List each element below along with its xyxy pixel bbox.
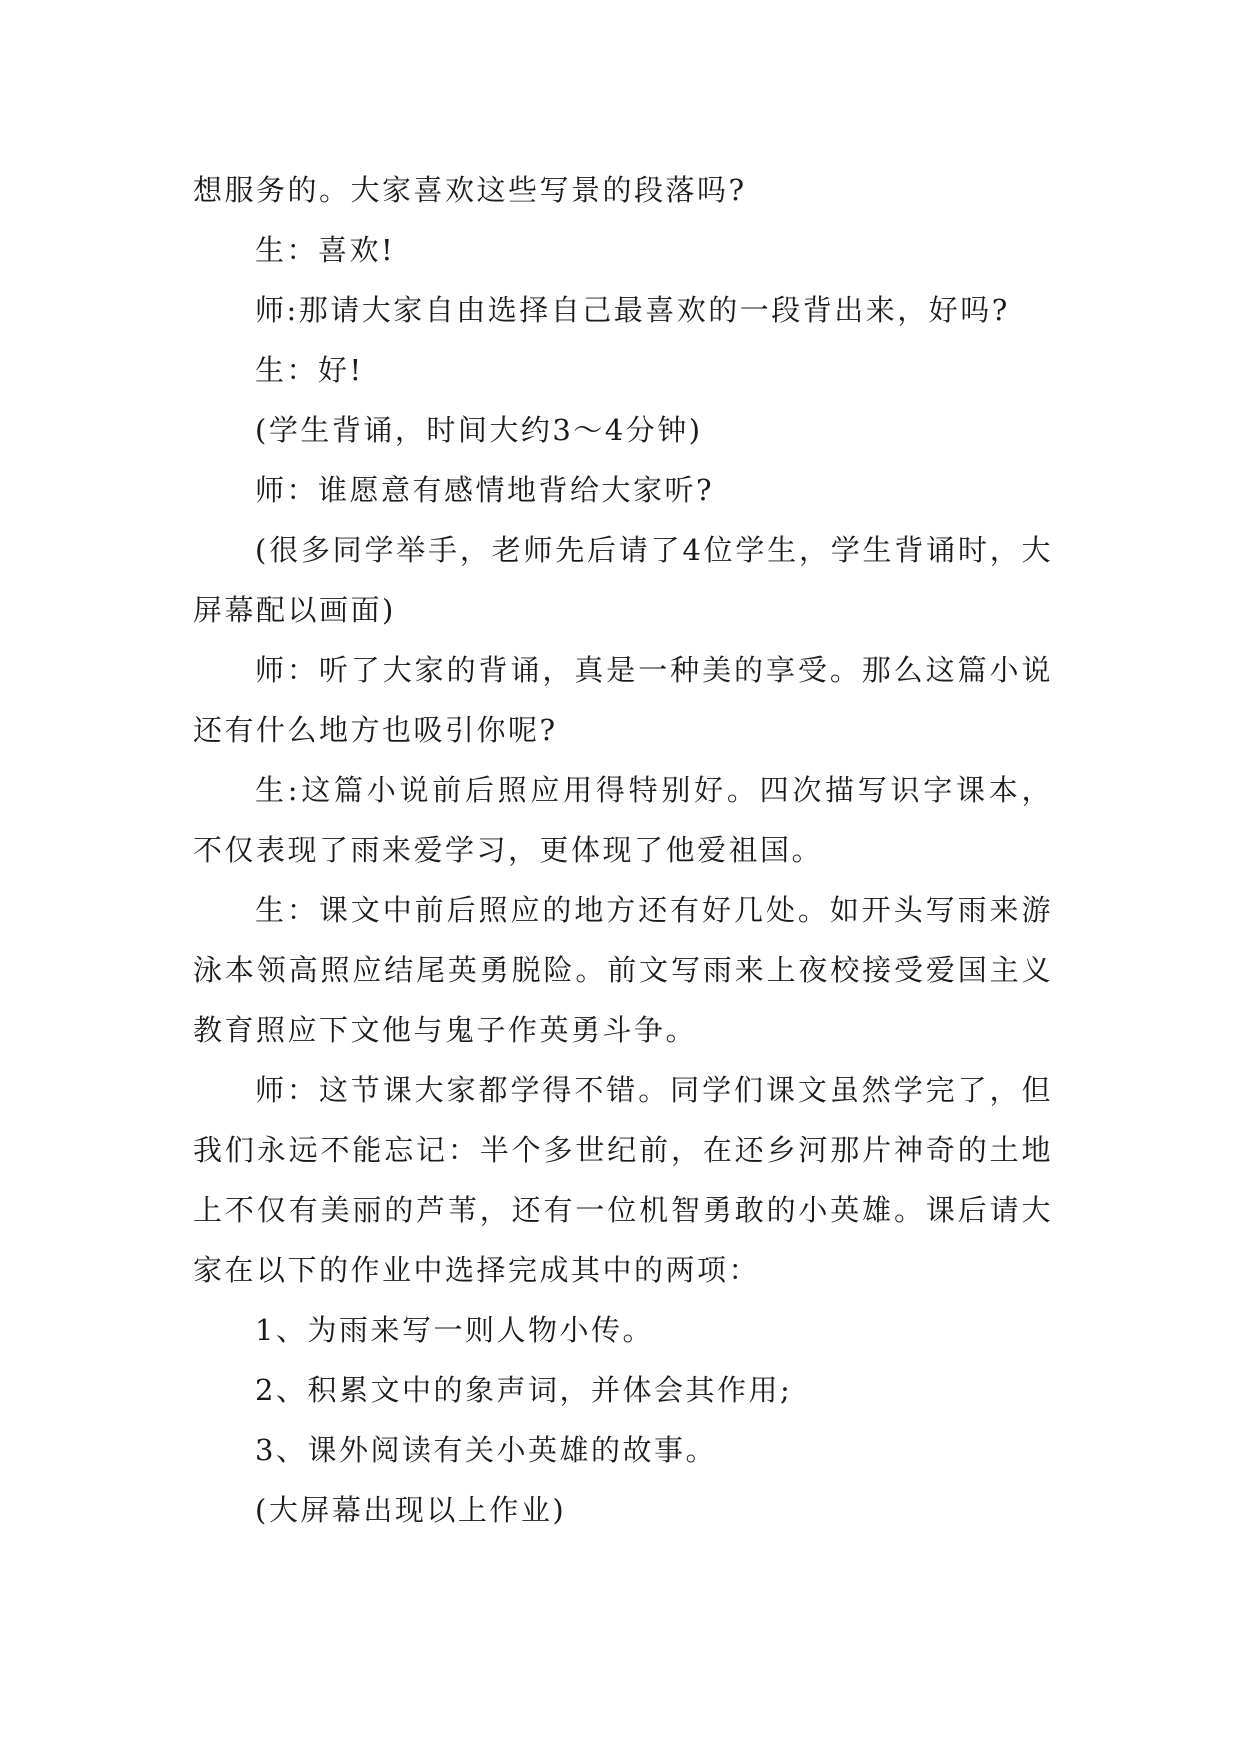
document-body [193, 160, 1053, 1540]
paragraph-4: 生：好! [255, 353, 364, 387]
paragraph-6: 师：谁愿意有感情地背给大家听? [255, 473, 715, 507]
paragraph-3: 师:那请大家自由选择自己最喜欢的一段背出来，好吗? [255, 293, 1010, 327]
homework-item-2: 2、积累文中的象声词，并体会其作用; [255, 1373, 793, 1407]
paragraph-5: (学生背诵，时间大约3～4分钟) [255, 413, 703, 447]
homework-item-1: 1、为雨来写一则人物小传。 [255, 1313, 654, 1347]
paragraph-10: 生：课文中前后照应的地方还有好几处。如开头写雨来游泳本领高照应结尾英勇脱险。前文写雨来上夜校接受爱国主义教育照应下文他与鬼子作英勇斗争。 [193, 893, 1053, 1047]
paragraph-1: 想服务的。大家喜欢这些写景的段落吗? [193, 173, 747, 207]
paragraph-2: 生：喜欢! [255, 233, 396, 267]
paragraph-11: 师：这节课大家都学得不错。同学们课文虽然学完了，但我们永远不能忘记：半个多世纪前，在还乡河那片神奇的土地上不仅有美丽的芦苇，还有一位机智勇敢的小英雄。课后请大家在以下的作业中选择完成其中的两项： [193, 1073, 1053, 1287]
homework-item-3: 3、课外阅读有关小英雄的故事。 [255, 1433, 717, 1467]
paragraph-9: 生:这篇小说前后照应用得特别好。四次描写识字课本，不仅表现了雨来爱学习，更体现了他爱祖国。 [193, 773, 1053, 867]
paragraph-last: (大屏幕出现以上作业) [255, 1493, 567, 1527]
paragraph-8: 师：听了大家的背诵，真是一种美的享受。那么这篇小说还有什么地方也吸引你呢? [193, 653, 1053, 747]
paragraph-7: (很多同学举手，老师先后请了4位学生，学生背诵时，大屏幕配以画面) [193, 533, 1053, 627]
